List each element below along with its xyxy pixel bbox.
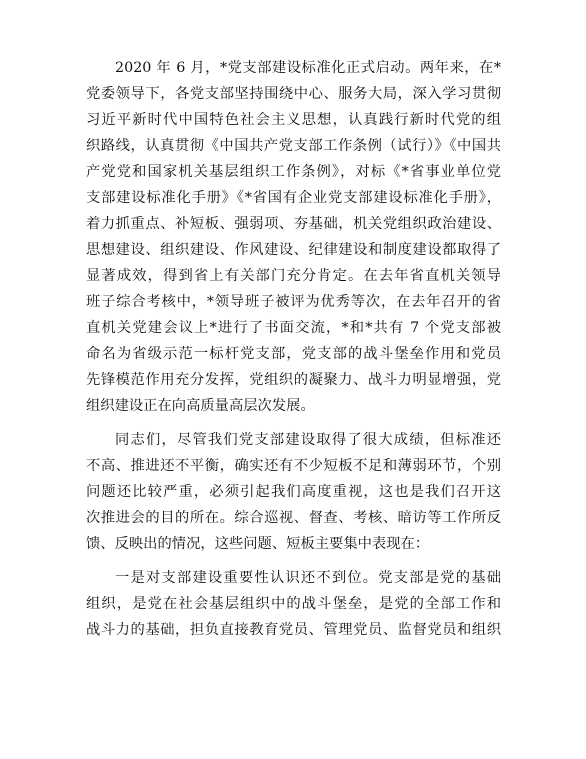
text-line: 不高、推进还不平衡，确实还有不少短板不足和薄弱环节，个别 xyxy=(86,458,501,474)
text-line: 班子综合考核中，*领导班子被评为优秀等次，在去年召开的省 xyxy=(86,294,501,310)
text-line: 直机关党建会议上*进行了书面交流，*和*共有 7 个党支部被 xyxy=(86,320,501,336)
text-line: 馈、反映出的情况，这些问题、短板主要集中表现在： xyxy=(86,536,430,552)
document-body xyxy=(86,55,501,651)
text-line: 一是对支部建设重要性认识还不到位。党支部是党的基础 xyxy=(115,570,501,586)
text-line: 产党党和国家机关基层组织工作条例》，对标《*省事业单位党 xyxy=(86,164,501,180)
text-line: 党委领导下，各党支部坚持围绕中心、服务大局，深入学习贯彻 xyxy=(86,86,501,102)
text-line: 次推进会的目的所在。综合巡视、督查、考核、暗访等工作所反 xyxy=(86,510,501,526)
paragraph-3 xyxy=(86,565,501,643)
text-line: 命名为省级示范一标杆党支部，党支部的战斗堡垒作用和党员 xyxy=(86,346,501,362)
text-line: 先锋模范作用充分发挥，党组织的凝聚力、战斗力明显增强，党 xyxy=(86,372,501,388)
text-line: 2020 年 6 月，*党支部建设标准化正式启动。两年来，在* xyxy=(115,60,501,76)
text-line: 战斗力的基础，担负直接教育党员、管理党员、监督党员和组织 xyxy=(86,622,501,638)
paragraph-2 xyxy=(86,427,501,557)
text-line: 同志们，尽管我们党支部建设取得了很大成绩，但标准还 xyxy=(115,432,501,448)
paragraph-1 xyxy=(86,55,501,419)
text-line: 着力抓重点、补短板、强弱项、夯基础，机关党组织政治建设、 xyxy=(86,216,501,232)
text-line: 思想建设、组织建设、作风建设、纪律建设和制度建设都取得了 xyxy=(86,242,501,258)
text-line: 问题还比较严重，必须引起我们高度重视，这也是我们召开这 xyxy=(86,484,501,500)
text-line: 组织，是党在社会基层组织中的战斗堡垒，是党的全部工作和 xyxy=(86,596,501,612)
text-line: 支部建设标准化手册》《*省国有企业党支部建设标准化手册》， xyxy=(86,190,501,206)
text-line: 组织建设正在向高质量高层次发展。 xyxy=(86,398,315,414)
text-line: 习近平新时代中国特色社会主义思想，认真践行新时代党的组 xyxy=(86,112,501,128)
text-line: 织路线，认真贯彻《中国共产党支部工作条例（试行）》《中国共 xyxy=(86,138,501,154)
text-line: 显著成效，得到省上有关部门充分肯定。在去年省直机关领导 xyxy=(86,268,501,284)
